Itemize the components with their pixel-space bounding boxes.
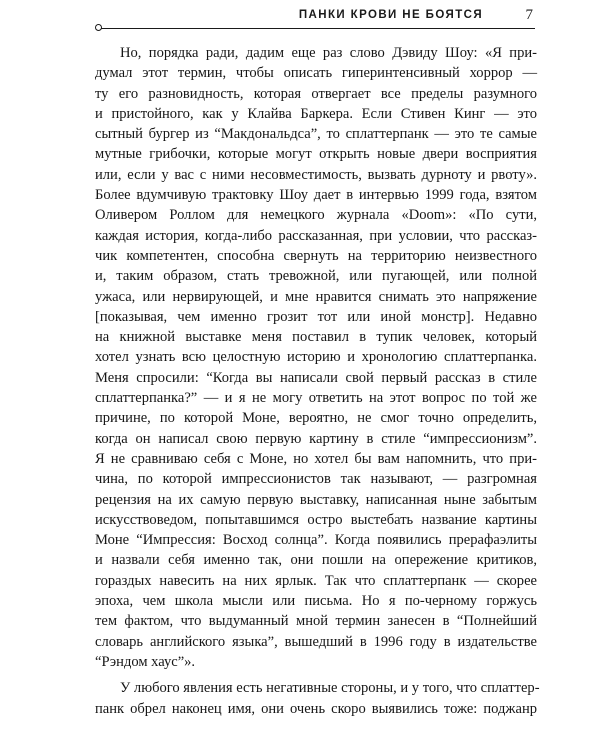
text-line: Оливером Роллом для немецкого журнала «Doom»: «По сути,: [95, 207, 537, 224]
text-line: Моне “Импрессия: Восход солнца”. Когда появились прерафаэлиты: [95, 532, 537, 549]
text-line: Более вдумчивую трактовку Шоу дает в интервью 1999 года, взятом: [95, 187, 537, 204]
text-line: ту его разновидность, которая отвергает все пределы разумного: [95, 85, 537, 102]
text-line: эпоха, чем школа мысли или письма. Но я по-черному горжусь: [95, 593, 537, 610]
text-line: Меня спросили: “Когда вы написали свой первый рассказ в стиле: [95, 369, 537, 386]
text-line: и, таким образом, стать тревожной, или пугающей, или полной: [95, 268, 537, 285]
page-number: 7: [525, 7, 533, 23]
text-line: У любого явления есть негативные стороны, и у того, что сплаттер-: [120, 680, 540, 697]
text-line: искусствоведом, попытавшимся остро выстебать название картины: [95, 511, 537, 528]
paragraph-2: [95, 678, 540, 719]
text-line: хотел узнать всю целостную историю и хронологию сплаттерпанка.: [95, 349, 537, 366]
text-line: [показывая, чем именно грозит тот или иной монстр]. Недавно: [95, 308, 537, 325]
paragraph-1: [95, 43, 537, 672]
text-line: рецензия на их самую первую выставку, написанная ныне забытым: [95, 491, 537, 508]
text-line: или, если у вас с ними несовместимость, вызвать дурноту и рвоту».: [95, 166, 537, 183]
text-line: “Рэндом хаус”».: [95, 653, 196, 670]
text-line: на книжной выставке меня поставил в тупик человек, который: [95, 329, 537, 346]
text-line: словарь английского языка”, вышедший в 1996 году в издательстве: [95, 633, 537, 650]
running-title: ПАНКИ КРОВИ НЕ БОЯТСЯ: [298, 9, 483, 21]
text-line: панк обрел наконец имя, они очень скоро выявились тоже: поджанр: [95, 700, 537, 717]
text-line: гораздых навесить на них ярлык. Так что сплаттерпанк — скорее: [95, 572, 537, 589]
text-line: и назвали себя именно так, они пошли на опережение критиков,: [95, 552, 537, 569]
text-line: тем фактом, что выдуманный мной термин занесен в “Полнейший: [95, 613, 537, 630]
header-rule-dot: [95, 24, 102, 31]
page-header: [95, 8, 535, 38]
header-rule: [99, 28, 535, 29]
text-line: причине, по которой Моне, вероятно, не смог точно определить,: [95, 410, 537, 427]
text-line: мутные грибочки, которые могут открыть новые двери восприятия: [95, 146, 537, 163]
text-line: сытный бургер из “Макдональдса”, то сплаттерпанк — это те самые: [95, 126, 537, 143]
text-line: каждая история, когда-либо рассказанная, при условии, что рассказ-: [95, 227, 537, 244]
text-line: Я не сравниваю себя с Моне, но хотел бы вам напомнить, что при-: [95, 450, 537, 467]
text-line: думал этот термин, чтобы описать гиперинтенсивный хоррор —: [95, 65, 537, 82]
text-line: когда он написал свою первую картину в стиле “импрессионизм”.: [95, 430, 537, 447]
text-line: и пристойного, как у Клайва Баркера. Если Стивен Кинг — это: [95, 105, 537, 122]
text-line: ужаса, или нервирующей, и мне нравится снимать это напряжение: [95, 288, 537, 305]
text-line: чина, по которой импрессионистов так называют, — разгромная: [95, 471, 537, 488]
text-line: сплаттерпанка?” — и я не могу ответить на этот вопрос по той же: [95, 390, 537, 407]
body-text: [95, 43, 540, 719]
text-line: Но, порядка ради, дадим еще раз слово Дэвиду Шоу: «Я при-: [120, 45, 537, 61]
text-line: чик компетентен, способна свернуть на территорию неизвестного: [95, 247, 537, 264]
